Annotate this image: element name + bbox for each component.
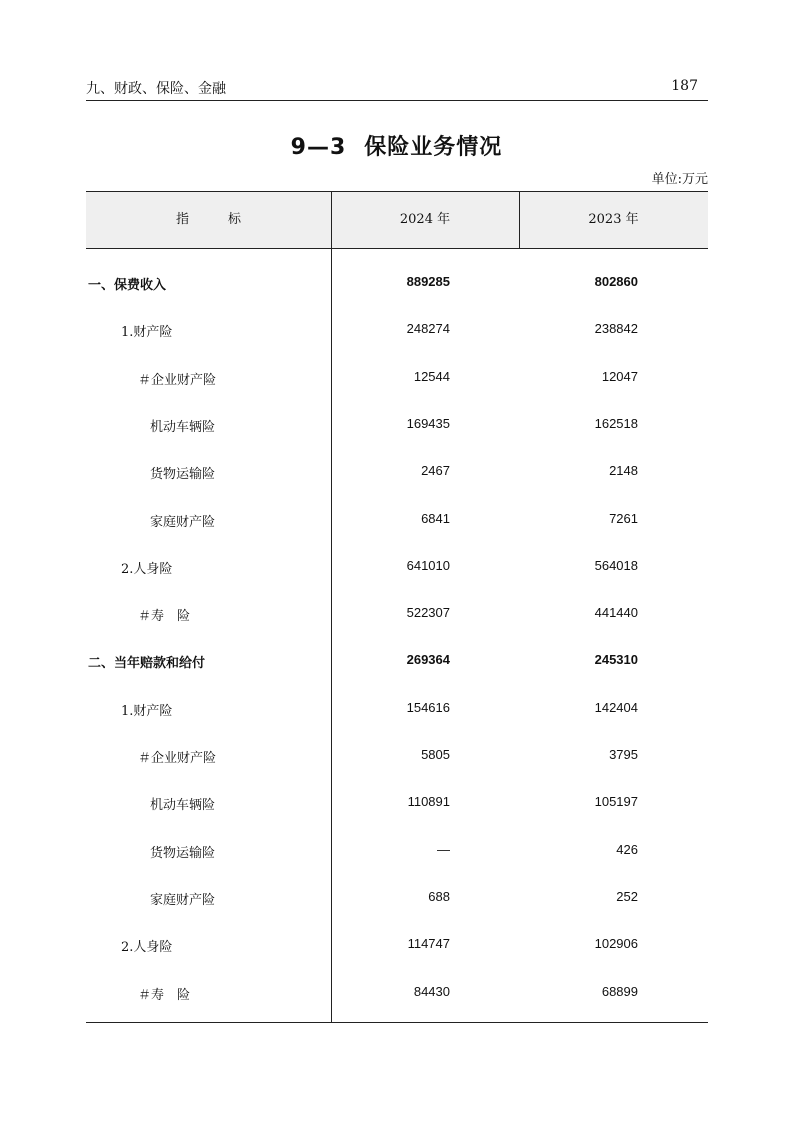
value-2024: 84430 [413,983,450,999]
row-label: 一、保费收入 [88,278,167,293]
value-2024: 889285 [406,274,450,289]
value-2023: 426 [616,841,638,857]
row-label: ＃企业财产险 [138,751,217,766]
row-label: 家庭财产险 [150,892,216,908]
header-divider [519,192,520,248]
row-label: 货物运输险 [150,845,216,861]
table-row [86,591,708,631]
row-label: 二、当年赔款和给付 [88,656,206,672]
value-2023: 68899 [601,983,638,999]
row-label: 货物运输险 [150,467,216,483]
value-2024: 248274 [406,321,450,337]
table-row [86,638,708,678]
table-header [86,192,708,249]
row-label: 2.人身险 [121,561,173,577]
value-2024: 114747 [407,936,450,952]
column-header-indicator: 指 标 [175,212,241,227]
value-2023: 142404 [594,699,638,715]
row-label: 家庭财产险 [150,514,216,530]
value-2024: — [437,841,450,857]
column-header-2023: 2023 年 [588,212,639,227]
page-title [0,130,793,161]
row-label: 1.财产险 [121,325,173,341]
table-row [86,780,708,820]
insurance-table [86,191,708,1023]
value-2024: 12544 [413,368,450,384]
table-row [86,828,708,868]
value-2023: 7261 [609,510,638,526]
running-header [86,76,708,101]
row-label: ＃企业财产险 [138,372,217,388]
table-number: 9—3 [290,135,347,160]
value-2024: 641010 [406,557,450,573]
section-title: 九、财政、保险、金融 [86,81,226,97]
row-label: 1.财产险 [121,703,173,719]
value-2023: 2148 [609,463,638,479]
row-label: ＃寿 险 [138,609,191,625]
value-2023: 238842 [594,321,638,337]
row-label: 机动车辆险 [150,798,216,814]
value-2023: 105197 [594,794,638,810]
table-row [86,686,708,726]
table-row [86,402,708,442]
table-row [86,307,708,347]
value-2023: 802860 [594,274,638,289]
value-2023: 162518 [594,415,638,431]
value-2023: 245310 [594,652,638,668]
table-row [86,497,708,537]
value-2024: 688 [428,888,450,904]
value-2024: 169435 [406,415,450,431]
value-2023: 3795 [609,747,638,762]
row-label: 机动车辆险 [150,419,216,435]
table-row [86,733,708,773]
table-row [86,970,708,1010]
value-2023: 12047 [601,368,638,384]
value-2024: 6841 [421,510,450,526]
value-2024: 110891 [407,794,450,810]
value-2024: 2467 [421,463,450,479]
table-row [86,544,708,584]
value-2023: 252 [616,888,638,904]
page-number: 187 [671,78,698,94]
unit-label: 单位:万元 [651,172,708,187]
row-label: 2.人身险 [121,940,173,956]
value-2023: 102906 [594,936,638,952]
value-2024: 522307 [406,605,450,621]
value-2023: 441440 [594,605,638,621]
row-label: ＃寿 险 [138,987,191,1003]
value-2024: 154616 [406,699,450,715]
table-row [86,875,708,915]
value-2024: 269364 [406,652,450,668]
value-2023: 564018 [594,557,638,573]
column-header-2024: 2024 年 [399,212,451,227]
value-2024: 5805 [421,747,450,762]
table-row [86,922,708,962]
table-row [86,449,708,489]
table-row [86,260,708,300]
table-title: 保险业务情况 [364,135,503,160]
table-row [86,355,708,395]
